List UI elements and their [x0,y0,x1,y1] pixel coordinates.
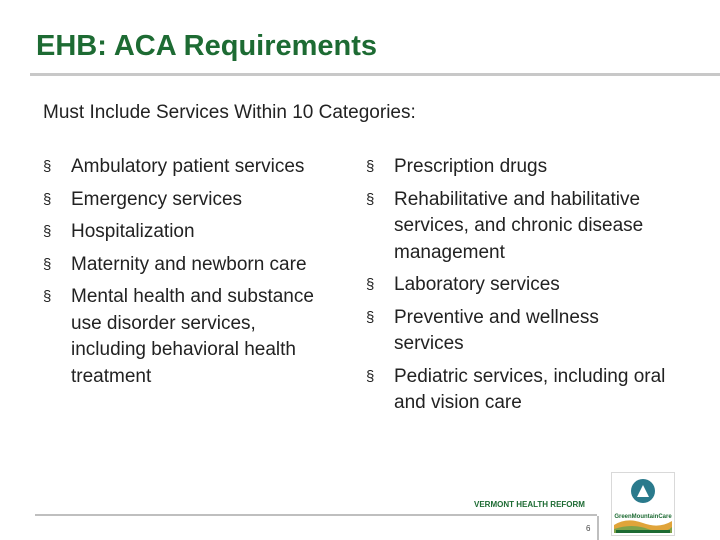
list-item-text: Laboratory services [394,274,560,295]
bullet-icon: § [43,288,52,305]
list-item-text: Pediatric services, including oral and vision care [394,365,666,413]
bullet-icon: § [43,255,52,273]
page-number: 6 [586,524,591,533]
list-item [366,187,666,267]
list-item-text: Rehabilitative and habilitative services, and chronic disease management [394,188,644,263]
footer-organization: VERMONT HEALTH REFORM [474,500,585,509]
slide-title: EHB: ACA Requirements [36,30,378,62]
left-bullet-list [43,154,333,396]
bullet-icon: § [43,158,52,175]
list-item [43,219,333,246]
list-item [366,364,666,417]
list-item-text: Emergency services [71,188,243,210]
list-item [43,187,333,214]
bullet-icon: § [366,276,375,293]
list-item-text: Preventive and wellness services [394,306,599,354]
list-item [366,154,666,181]
list-item [43,284,333,390]
green-mountain-care-logo [611,472,675,536]
bullet-icon: § [43,223,52,240]
footer-divider [35,514,597,516]
list-item [43,154,333,181]
bullet-icon: § [366,158,375,175]
right-bullet-list [366,154,666,423]
bullet-icon: § [366,308,375,326]
slide-subtitle: Must Include Services Within 10 Categories: [43,102,416,123]
bullet-icon: § [366,367,375,385]
bullet-icon: § [366,190,375,208]
logo-text: GreenMountainCare [614,514,672,520]
list-item-text: Maternity and newborn care [71,253,307,275]
list-item-text: Ambulatory patient services [71,156,305,177]
footer-vertical-divider [597,516,599,540]
list-item [366,305,666,358]
bullet-icon: § [43,190,52,208]
list-item-text: Prescription drugs [394,156,548,177]
mountain-logo-icon [612,473,674,535]
list-item [366,272,666,299]
list-item-text: Mental health and substance use disorder services, including behavioral health treatment [71,286,314,387]
list-item [43,252,333,279]
title-divider [30,73,720,76]
list-item-text: Hospitalization [71,221,195,242]
